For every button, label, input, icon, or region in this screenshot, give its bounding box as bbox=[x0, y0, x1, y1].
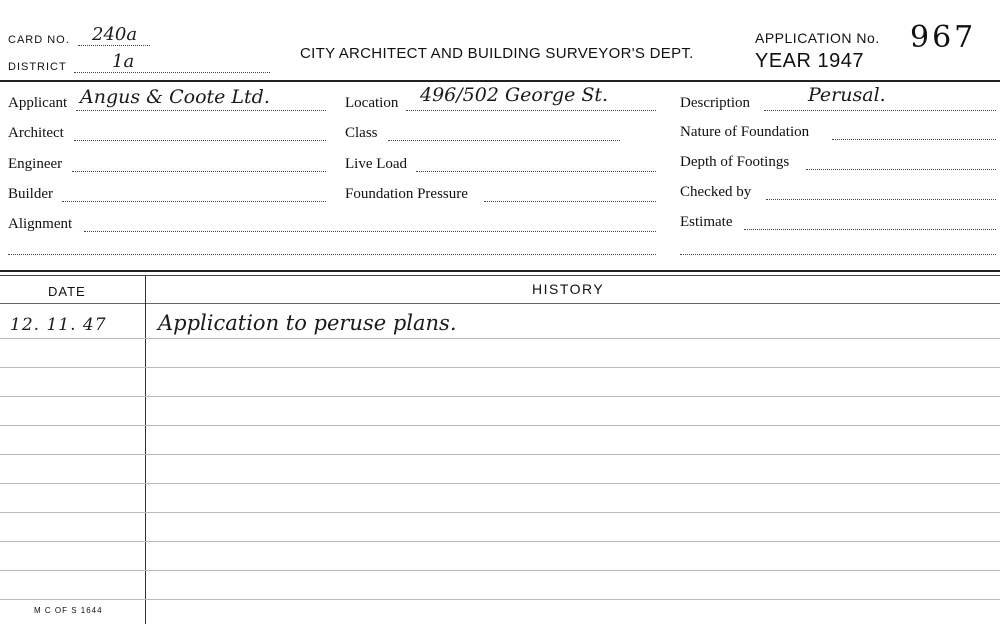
history-entry-text: Application to peruse plans. bbox=[158, 311, 457, 335]
history-top-border bbox=[0, 270, 1000, 272]
applicant-value: Angus & Coote Ltd. bbox=[80, 86, 270, 108]
nature-of-foundation-label: Nature of Foundation bbox=[680, 124, 810, 140]
description-value: Perusal. bbox=[808, 84, 886, 106]
card-no-label: CARD NO. bbox=[8, 34, 70, 46]
form-code: M C OF S 1644 bbox=[34, 606, 103, 615]
engineer-label: Engineer bbox=[8, 156, 63, 172]
date-column-divider bbox=[145, 276, 146, 624]
applicant-label: Applicant bbox=[8, 95, 68, 111]
foundation-pressure-label: Foundation Pressure bbox=[345, 186, 468, 202]
application-number: 967 bbox=[910, 20, 977, 55]
location-label: Location bbox=[345, 95, 399, 111]
year-label: YEAR 1947 bbox=[755, 50, 865, 72]
checked-by-label: Checked by bbox=[680, 184, 752, 200]
district-value: 1a bbox=[112, 51, 135, 72]
date-column-header: DATE bbox=[48, 284, 86, 299]
header-row-divider bbox=[0, 303, 1000, 304]
history-entry-date: 12. 11. 47 bbox=[10, 315, 107, 335]
architect-label: Architect bbox=[8, 125, 64, 141]
history-column-header: HISTORY bbox=[532, 281, 605, 297]
application-label: APPLICATION No. bbox=[755, 30, 880, 46]
district-label: DISTRICT bbox=[8, 61, 67, 73]
history-top-border-inner bbox=[0, 275, 1000, 276]
depth-of-footings-label: Depth of Footings bbox=[680, 154, 790, 170]
class-label: Class bbox=[345, 125, 378, 141]
description-label: Description bbox=[680, 95, 750, 111]
location-value: 496/502 George St. bbox=[420, 84, 609, 106]
alignment-label: Alignment bbox=[8, 216, 73, 232]
header-divider bbox=[0, 80, 1000, 82]
builder-label: Builder bbox=[8, 186, 53, 202]
card-no-value: 240a bbox=[92, 24, 138, 45]
department-title: CITY ARCHITECT AND BUILDING SURVEYOR'S DEPT. bbox=[300, 45, 694, 62]
estimate-label: Estimate bbox=[680, 214, 733, 230]
live-load-label: Live Load bbox=[345, 156, 408, 172]
